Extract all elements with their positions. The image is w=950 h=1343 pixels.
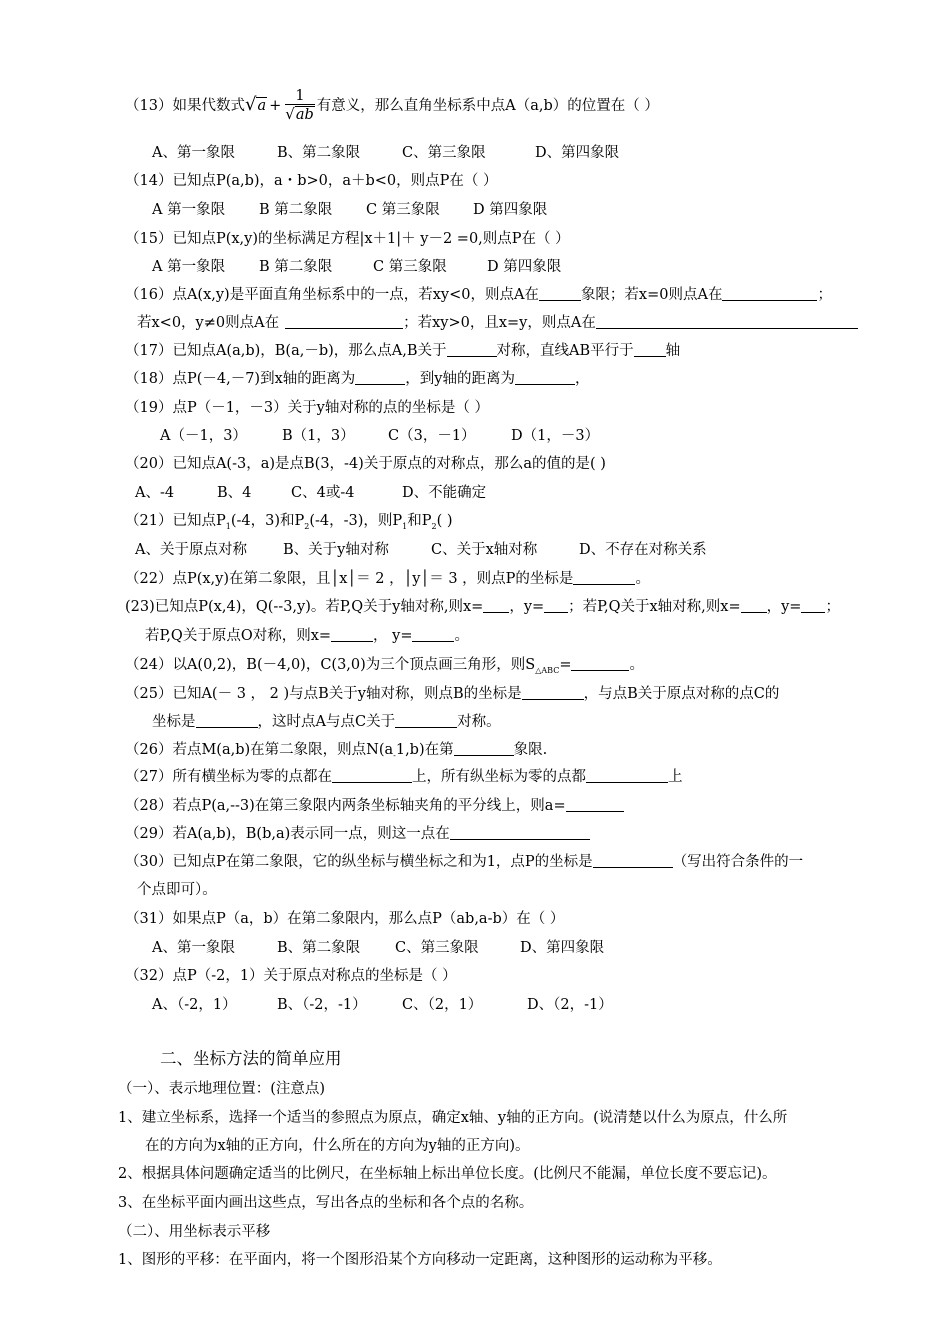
q22-text-2: 。 bbox=[635, 571, 650, 587]
q25-text-1: （25）已知A(－ 3 ， 2 )与点B关于y轴对称，则点B的坐标是 bbox=[125, 686, 522, 702]
q21-text-5: ( ) bbox=[436, 513, 453, 529]
section-2-para-2: 2、根据具体问题确定适当的比例尺，在坐标轴上标出单位长度。(比例尺不能漏，单位长度不要忘记)。 bbox=[118, 1166, 777, 1182]
question-16-line1 bbox=[125, 285, 832, 305]
q23-blank-5[interactable] bbox=[331, 626, 373, 642]
q13-numerator: 1 bbox=[285, 88, 315, 105]
question-30-line1 bbox=[125, 852, 803, 872]
q23-text-7: ， y= bbox=[373, 628, 413, 644]
q20-options bbox=[135, 483, 486, 503]
q16-text-4: 若x<0，y≠0则点A在 bbox=[137, 315, 280, 331]
q24-text-1: （24）以A(0,2)，B(－4,0)，C(3,0)为三个顶点画三角形，则S bbox=[125, 657, 536, 673]
question-30-line2: 个点即可）。 bbox=[137, 882, 217, 898]
q21-option-c[interactable]: C、关于x轴对称 bbox=[431, 542, 538, 558]
q23-text-6: 若P,Q关于原点O对称，则x= bbox=[145, 628, 332, 644]
q25-blank-2[interactable] bbox=[196, 712, 258, 728]
question-14: （14）已知点P(a,b)，a・b>0，a＋b<0，则点P在（ ） bbox=[125, 173, 498, 189]
q24-subscript: △ABC bbox=[535, 666, 560, 675]
question-18 bbox=[125, 369, 589, 389]
q15-option-c[interactable]: C 第三象限 bbox=[373, 259, 447, 275]
q30-text-2: （写出符合条件的一 bbox=[672, 854, 804, 870]
q21-sub-1: 1 bbox=[225, 522, 231, 531]
q27-blank-2[interactable] bbox=[586, 767, 668, 783]
section-2-para-3: 3、在坐标平面内画出这些点，写出各点的坐标和各个点的名称。 bbox=[118, 1195, 534, 1211]
q18-blank-1[interactable] bbox=[355, 369, 405, 385]
q13-denominator: √ab bbox=[285, 105, 314, 123]
q20-option-b[interactable]: B、4 bbox=[217, 485, 252, 501]
q13-option-d[interactable]: D、第四象限 bbox=[535, 145, 620, 161]
q32-option-c[interactable]: C、（2，1） bbox=[402, 997, 483, 1013]
q21-option-d[interactable]: D、不存在对称关系 bbox=[579, 542, 707, 558]
section-2-subheading-1: （一）、表示地理位置：(注意点) bbox=[118, 1081, 326, 1097]
q32-option-b[interactable]: B、（-2，-1） bbox=[277, 997, 367, 1013]
q13-text-post: 有意义，那么直角坐标系中点A（a,b）的位置在（ ） bbox=[316, 98, 659, 114]
question-24 bbox=[125, 655, 644, 681]
q26-sub: - bbox=[393, 751, 396, 760]
question-22 bbox=[125, 569, 650, 589]
q16-text-5: ；若xy>0，且x=y，则点A在 bbox=[403, 315, 596, 331]
q13-options bbox=[152, 143, 619, 163]
question-17 bbox=[125, 341, 680, 361]
section-2-para-4: 1、图形的平移：在平面内，将一个图形沿某个方向移动一定距离，这种图形的运动称为平移。 bbox=[118, 1252, 722, 1268]
q13-plus: + bbox=[269, 98, 282, 114]
q25-text-4: ，这时点A与点C关于 bbox=[257, 714, 396, 730]
question-23-line2 bbox=[145, 626, 469, 646]
q14-option-b[interactable]: B 第二象限 bbox=[259, 202, 333, 218]
q20-option-d[interactable]: D、不能确定 bbox=[402, 485, 487, 501]
q20-option-a[interactable]: A、-4 bbox=[135, 485, 175, 501]
q23-blank-2[interactable] bbox=[544, 597, 568, 613]
q27-text-3: 上 bbox=[667, 769, 683, 785]
q22-blank-1[interactable] bbox=[573, 569, 635, 585]
q13-option-a[interactable]: A、第一象限 bbox=[152, 145, 235, 161]
q20-option-c[interactable]: C、4或-4 bbox=[291, 485, 355, 501]
section-2-para-1a: 1、建立坐标系，选择一个适当的参照点为原点，确定x轴、y轴的正方向。(说清楚以什么为原点，什么所 bbox=[118, 1110, 788, 1126]
q17-blank-1[interactable] bbox=[447, 341, 497, 357]
q19-options bbox=[160, 426, 599, 446]
q21-option-a[interactable]: A、关于原点对称 bbox=[135, 542, 247, 558]
question-27 bbox=[125, 767, 682, 787]
q23-blank-1[interactable] bbox=[483, 597, 509, 613]
q23-text-3: ；若P,Q关于x轴对称,则x= bbox=[568, 599, 741, 615]
q22-text-1: （22）点P(x,y)在第二象限，且│x│＝ 2 ，│y│＝ 3 ，则点P的坐标是 bbox=[125, 571, 574, 587]
q13-option-c[interactable]: C、第三象限 bbox=[402, 145, 486, 161]
q16-blank-4[interactable] bbox=[596, 313, 858, 329]
q14-option-c[interactable]: C 第三象限 bbox=[366, 202, 440, 218]
question-29 bbox=[125, 824, 590, 844]
q21-text-1: （21）已知点P bbox=[125, 513, 226, 529]
q28-text-1: （28）若点P(a,--3)在第三象限内两条坐标轴夹角的平分线上，则a= bbox=[125, 798, 566, 814]
q23-text-2: ，y= bbox=[509, 599, 545, 615]
q25-blank-1[interactable] bbox=[522, 684, 584, 700]
q16-text-1: （16）点A(x,y)是平面直角坐标系中的一点，若xy<0，则点A在 bbox=[125, 287, 539, 303]
q14-options bbox=[152, 200, 547, 220]
q21-sub-4: 2 bbox=[431, 522, 437, 531]
q15-options bbox=[152, 257, 561, 277]
q15-option-b[interactable]: B 第二象限 bbox=[259, 259, 333, 275]
q14-option-d[interactable]: D 第四象限 bbox=[473, 202, 548, 218]
q17-text-3: 轴 bbox=[665, 343, 681, 359]
section-2-subheading-2: （二）、用坐标表示平移 bbox=[118, 1224, 271, 1240]
q15-option-a[interactable]: A 第一象限 bbox=[152, 259, 226, 275]
q25-text-2: ，与点B关于原点对称的点C的 bbox=[583, 686, 780, 702]
section-2-title: 二、坐标方法的简单应用 bbox=[160, 1049, 342, 1068]
question-32: （32）点P（-2，1）关于原点对称点的坐标是（ ） bbox=[125, 968, 457, 984]
q21-text-4: 和P bbox=[407, 513, 432, 529]
q21-sub-2: 2 bbox=[304, 522, 310, 531]
q24-blank-1[interactable] bbox=[571, 655, 629, 671]
q27-text-2: 上，所有纵坐标为零的点都 bbox=[411, 769, 586, 785]
question-19: （19）点P（－1，－3）关于y轴对称的点的坐标是（ ） bbox=[125, 400, 489, 416]
q19-option-b[interactable]: B（1，3） bbox=[282, 428, 355, 444]
q24-text-3: 。 bbox=[629, 657, 644, 673]
q31-option-d[interactable]: D、第四象限 bbox=[520, 940, 605, 956]
q21-text-3: (-4，-3)，则P bbox=[309, 513, 403, 529]
q18-blank-2[interactable] bbox=[515, 369, 575, 385]
q13-expression: √a + $\frac{1}{√ab}$ bbox=[244, 88, 314, 123]
q19-option-a[interactable]: A（－1，3） bbox=[160, 428, 247, 444]
question-25-line2 bbox=[152, 712, 501, 732]
question-16-line2 bbox=[137, 313, 858, 333]
q23-text-1: (23)已知点P(x,4)，Q(--3,y)。若P,Q关于y轴对称,则x= bbox=[125, 599, 484, 615]
q13-radicand-a: a bbox=[257, 98, 267, 114]
q31-option-a[interactable]: A、第一象限 bbox=[152, 940, 235, 956]
q16-blank-2[interactable] bbox=[722, 285, 817, 301]
q18-text-1: （18）点P(－4,－7)到x轴的距离为 bbox=[125, 371, 356, 387]
q29-blank-1[interactable] bbox=[450, 824, 590, 840]
question-28 bbox=[125, 796, 624, 816]
q31-option-c[interactable]: C、第三象限 bbox=[395, 940, 479, 956]
q32-option-a[interactable]: A、（-2，1） bbox=[152, 997, 237, 1013]
q23-blank-4[interactable] bbox=[801, 597, 825, 613]
q13-option-b[interactable]: B、第二象限 bbox=[277, 145, 361, 161]
q13-fraction bbox=[285, 88, 315, 124]
q31-option-b[interactable]: B、第二象限 bbox=[277, 940, 361, 956]
q25-text-3: 坐标是 bbox=[152, 714, 196, 730]
question-31: （31）如果点P（a，b）在第二象限内，那么点P（ab,a-b）在（ ） bbox=[125, 911, 565, 927]
q29-text-1: （29）若A(a,b)，B(b,a)表示同一点，则这一点在 bbox=[125, 826, 450, 842]
q24-text-2: = bbox=[559, 657, 572, 673]
q16-text-2: 象限；若x=0则点A在 bbox=[580, 287, 723, 303]
q25-text-5: 对称。 bbox=[457, 714, 501, 730]
q17-text-1: （17）已知点A(a,b)，B(a,－b)，那么点A,B关于 bbox=[125, 343, 447, 359]
q23-text-4: ，y= bbox=[766, 599, 802, 615]
q26-text-2: 1,b)在第 bbox=[395, 742, 454, 758]
q23-blank-6[interactable] bbox=[412, 626, 454, 642]
q18-text-3: ， bbox=[574, 371, 590, 387]
q21-option-b[interactable]: B、关于y轴对称 bbox=[283, 542, 389, 558]
q32-option-d[interactable]: D、（2，-1） bbox=[527, 997, 613, 1013]
section-2-para-1b: 在的方向为x轴的正方向，什么所在的方向为y轴的正方向)。 bbox=[145, 1138, 530, 1154]
q27-blank-1[interactable] bbox=[332, 767, 412, 783]
q23-text-8: 。 bbox=[454, 628, 469, 644]
question-20: （20）已知点A(-3，a)是点B(3，-4)关于原点的对称点，那么a的值的是( ) bbox=[125, 456, 606, 472]
q16-text-3: ； bbox=[817, 287, 832, 303]
question-25-line1 bbox=[125, 684, 779, 704]
q28-blank-1[interactable] bbox=[566, 796, 624, 812]
q25-blank-3[interactable] bbox=[395, 712, 457, 728]
q26-text-3: 象限. bbox=[513, 742, 548, 758]
q26-text-1: （26）若点M(a,b)在第二象限，则点N(a bbox=[125, 742, 394, 758]
question-26 bbox=[125, 740, 547, 766]
q23-blank-3[interactable] bbox=[741, 597, 767, 613]
q21-options bbox=[135, 540, 707, 560]
q19-option-c[interactable]: C（3，－1） bbox=[388, 428, 476, 444]
q30-text-1: （30）已知点P在第二象限，它的纵坐标与横坐标之和为1，点P的坐标是 bbox=[125, 854, 593, 870]
q21-text-2: (-4，3)和P bbox=[230, 513, 305, 529]
q17-blank-2[interactable] bbox=[634, 341, 666, 357]
q23-text-5: ； bbox=[825, 599, 840, 615]
question-23-line1 bbox=[125, 597, 840, 617]
q14-option-a[interactable]: A 第一象限 bbox=[152, 202, 226, 218]
q16-blank-3[interactable] bbox=[285, 313, 403, 329]
q21-sub-3: 1 bbox=[402, 522, 408, 531]
q13-text-pre: （13）如果代数式 bbox=[125, 98, 245, 114]
question-15: （15）已知点P(x,y)的坐标满足方程|x＋1|＋ y－2 =0,则点P在（ ） bbox=[125, 231, 570, 247]
q15-option-d[interactable]: D 第四象限 bbox=[487, 259, 562, 275]
q13-radicand-ab: ab bbox=[295, 107, 314, 123]
q19-option-d[interactable]: D（1，－3） bbox=[511, 428, 600, 444]
question-13 bbox=[125, 88, 659, 124]
q32-options bbox=[152, 995, 613, 1015]
q30-blank-1[interactable] bbox=[593, 852, 673, 868]
q31-options bbox=[152, 938, 604, 958]
q26-blank-1[interactable] bbox=[454, 740, 514, 756]
q27-text-1: （27）所有横坐标为零的点都在 bbox=[125, 769, 332, 785]
q17-text-2: 对称，直线AB平行于 bbox=[496, 343, 634, 359]
q16-blank-1[interactable] bbox=[539, 285, 581, 301]
question-21 bbox=[125, 511, 453, 537]
q18-text-2: ，到y轴的距离为 bbox=[405, 371, 515, 387]
